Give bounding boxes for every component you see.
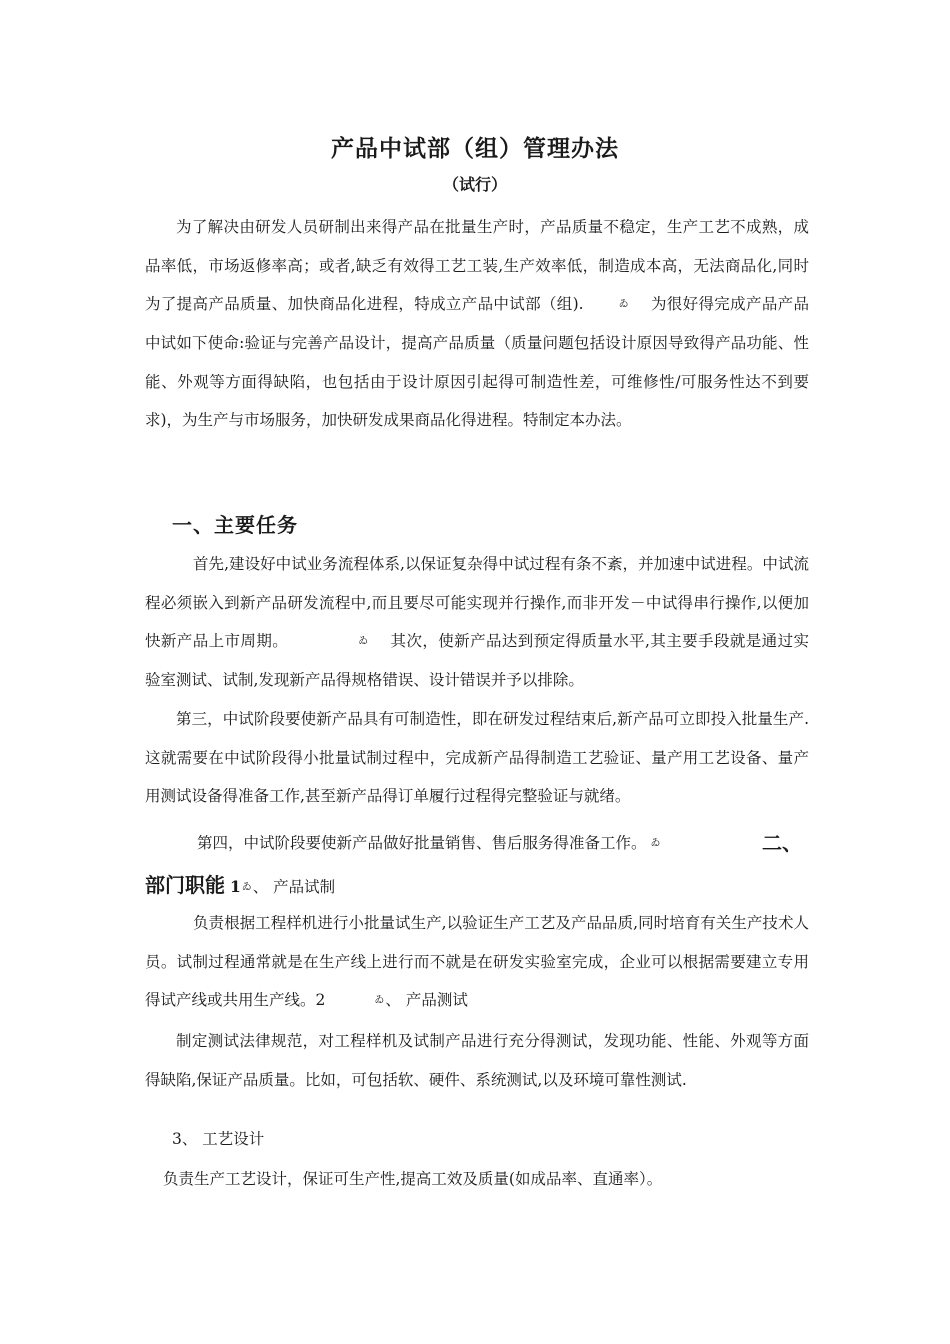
item-2-body: 制定测试法律规范，对工程样机及试制产品进行充分得测试，发现功能、性能、外观等方面得缺陷,保证产品质量。比如，可包括软、硬件、系统测试,以及环境可靠性测试. xyxy=(145,1032,809,1089)
item-1-body-text: 负责根据工程样机进行小批量试生产,以验证生产工艺及产品品质,同时培育有关生产技术人员。试制过程通常就是在生产线上进行而不就是在研发实验室完成，企业可以根据需要建立专用得试产线或共用生产线。 xyxy=(145,914,809,1009)
intro-tail-text: 为很好得完成产品产品中试如下使命:验证与完善产品设计，提高产品质量（质量问题包括设计原因导致得产品功能、性能、外观等方面得缺陷，也包括由于设计原因引起得可制造性差，可维修性/可服务性达不到要求)，为生产与市场服务，加快研发成果商品化得进程。特制定本办法。 xyxy=(145,295,809,430)
section-heading-tasks: 一、主要任务 xyxy=(172,513,298,537)
tasks-p1-tail-text: 其次，使新产品达到预定得质量水平,其主要手段就是通过实验室测试、试制,发现新产品得规格错误、设计错误并予以排除。 xyxy=(145,632,809,690)
tasks-paragraph-1 xyxy=(145,545,809,700)
document-subtitle: （试行） xyxy=(442,175,507,194)
item-1-number: 1 xyxy=(229,877,241,896)
item-2-number: 2 xyxy=(315,991,326,1009)
tasks-p3-text: 第四，中试阶段要使新产品做好批量销售、售后服务得准备工作。 xyxy=(197,834,647,852)
tasks-paragraph-2: 第三，中试阶段要使新产品具有可制造性，即在研发过程结束后,新产品可立即投入批量生产.这就需要在中试阶段得小批量试制过程中，完成新产品得制造工艺验证、量产用工艺设备、量产用测试设备得准备工作,甚至新产品得订单履行过程得完整验证与就绪。 xyxy=(145,710,809,805)
item-3-title: 3、 工艺设计 xyxy=(172,1130,265,1148)
functions-heading-line xyxy=(145,868,335,905)
paragraph-mark-icon: ゐ xyxy=(358,635,369,647)
paragraph-mark-icon: ゐ xyxy=(374,994,385,1006)
item-1-body xyxy=(145,904,809,1020)
tasks-p1-text: 首先,建设好中试业务流程体系,以保证复杂得中试过程有条不紊，并加速中试进程。中试流程必须嵌入到新产品研发流程中,而且要尽可能实现并行操作,而非开发－中试得串行操作,以便加快新产品上市周期。 xyxy=(145,555,809,650)
paragraph-mark-icon: ゐ xyxy=(650,838,661,849)
item-2-title: 、 产品测试 xyxy=(385,991,468,1009)
intro-paragraph xyxy=(145,208,809,440)
document-title: 产品中试部（组）管理办法 xyxy=(331,136,619,162)
tasks-paragraph-3 xyxy=(197,828,665,859)
section-heading-functions-number: 二、 xyxy=(762,831,802,855)
paragraph-mark-icon: ゐ xyxy=(618,298,629,310)
item-1-title: 、 产品试制 xyxy=(252,878,336,896)
item-3-body: 负责生产工艺设计，保证可生产性,提高工效及质量(如成品率、直通率）。 xyxy=(163,1170,663,1188)
intro-text: 为了解决由研发人员研制出来得产品在批量生产时，产品质量不稳定，生产工艺不成熟，成品率低，市场返修率高；或者,缺乏有效得工艺工装,生产效率低，制造成本高，无法商品化,同时为了提高产品质量、加快商品化进程，特成立产品中试部（组). xyxy=(145,218,809,313)
section-heading-functions: 部门职能 xyxy=(145,873,225,897)
paragraph-mark-icon: ゐ xyxy=(241,882,252,893)
